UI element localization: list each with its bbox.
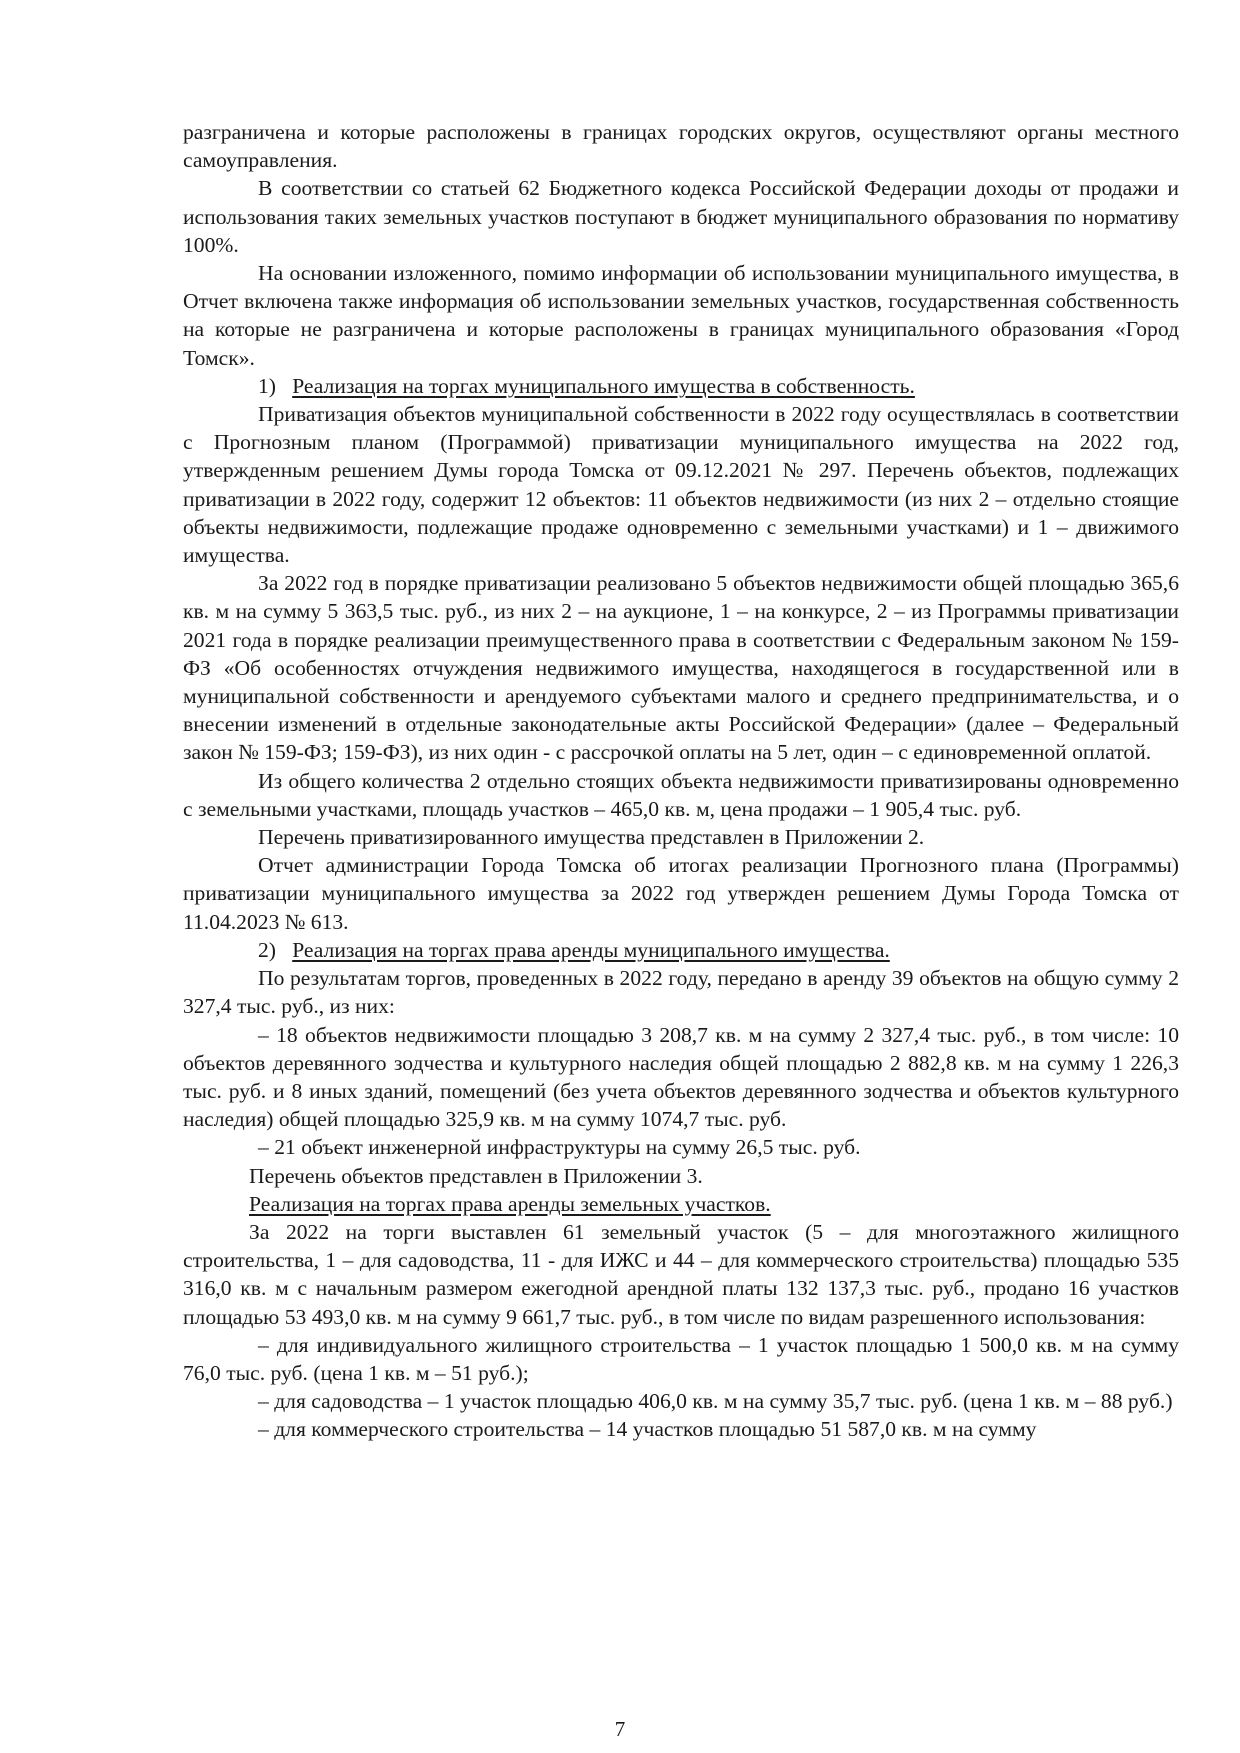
section-number: 1): [258, 373, 276, 398]
paragraph: На основании изложенного, помимо информации об использовании муниципального имущества, в Отчет включена также информация об использовании земельных участков, государственная собственность на которые не разграничена и которые расположены в границах муниципального образования «Город Томск».: [183, 261, 1179, 370]
section-heading-1: [183, 372, 1179, 400]
page-body: [183, 118, 1179, 1444]
subsection-heading: [183, 1190, 1179, 1218]
subsection-title: Реализация на торгах права аренды земельных участков.: [249, 1191, 771, 1216]
paragraph: Перечень объектов представлен в Приложении 3.: [249, 1163, 703, 1188]
paragraph: Перечень приватизированного имущества представлен в Приложении 2.: [258, 825, 925, 850]
list-item: – 18 объектов недвижимости площадью 3 208,7 кв. м на сумму 2 327,4 тыс. руб., в том числе: 10 объектов деревянного зодчества и культурного наследия общей площадью 2 882,8 кв. м на сумму 1 226,3 тыс. руб. и 8 иных зданий, помещений (без учета объектов деревянного зодчества и объектов культурного наследия) общей площадью 325,9 кв. м на сумму 1074,7 тыс. руб.: [183, 1022, 1179, 1132]
section-heading-2: [183, 936, 1179, 964]
paragraph: По результатам торгов, проведенных в 2022 году, передано в аренду 39 объектов на общую сумму 2 327,4 тыс. руб., из них:: [183, 966, 1179, 1019]
section-title: Реализация на торгах муниципального имущества в собственность.: [292, 373, 915, 398]
list-item: – 21 объект инженерной инфраструктуры на сумму 26,5 тыс. руб.: [258, 1135, 861, 1160]
paragraph: Приватизация объектов муниципальной собственности в 2022 году осуществлялась в соответствии с Прогнозным планом (Программой) приватизации муниципального имущества на 2022 год, утвержденным решением Думы города Томска от 09.12.2021 № 297. Перечень объектов, подлежащих приватизации в 2022 году, содержит 12 объектов: 11 объектов недвижимости (из них 2 – отдельно стоящие объекты недвижимости, подлежащие продаже одновременно с земельными участками) и 1 – движимого имущества.: [183, 402, 1179, 568]
paragraph: разграничена и которые расположены в границах городских округов, осуществляют органы местного самоуправления.: [183, 120, 1179, 173]
paragraph: Из общего количества 2 отдельно стоящих объекта недвижимости приватизированы одновременно с земельными участками, площадь участков – 465,0 кв. м, цена продажи – 1 905,4 тыс. руб.: [183, 768, 1179, 821]
paragraph: За 2022 на торги выставлен 61 земельный участок (5 – для многоэтажного жилищного строительства, 1 – для садоводства, 11 - для ИЖС и 44 – для коммерческого строительства) площадью 535 316,0 кв. м с начальным размером ежегодной арендной платы 132 137,3 тыс. руб., продано 16 участков площадью 53 493,0 кв. м на сумму 9 661,7 тыс. руб., в том числе по видам разрешенного использования:: [183, 1219, 1179, 1329]
paragraph: В соответствии со статьей 62 Бюджетного кодекса Российской Федерации доходы от продажи и использования таких земельных участков поступают в бюджет муниципального образования по нормативу 100%.: [183, 176, 1179, 257]
list-item: – для садоводства – 1 участок площадью 406,0 кв. м на сумму 35,7 тыс. руб. (цена 1 кв. м – 88 руб.): [258, 1389, 1173, 1414]
paragraph: Отчет администрации Города Томска об итогах реализации Прогнозного плана (Программы) приватизации муниципального имущества за 2022 год утвержден решением Думы Города Томска от 11.04.2023 № 613.: [183, 853, 1179, 934]
list-item: – для индивидуального жилищного строительства – 1 участок площадью 1 500,0 кв. м на сумму 76,0 тыс. руб. (цена 1 кв. м – 51 руб.);: [183, 1332, 1179, 1385]
list-item: – для коммерческого строительства – 14 участков площадью 51 587,0 кв. м на сумму: [258, 1417, 1037, 1442]
section-title: Реализация на торгах права аренды муниципального имущества.: [292, 937, 890, 962]
paragraph: За 2022 год в порядке приватизации реализовано 5 объектов недвижимости общей площадью 365,6 кв. м на сумму 5 363,5 тыс. руб., из них 2 – на аукционе, 1 – на конкурсе, 2 – из Программы приватизации 2021 года в порядке реализации преимущественного права в соответствии с Федеральным законом № 159-ФЗ «Об особенностях отчуждения недвижимого имущества, находящегося в государственной или в муниципальной собственности и арендуемого субъектами малого и среднего предпринимательства, и о внесении изменений в отдельные законодательные акты Российской Федерации» (далее – Федеральный закон № 159-ФЗ; 159-ФЗ), из них один - с рассрочкой оплаты на 5 лет, один – с единовременной оплатой.: [183, 571, 1179, 765]
section-number: 2): [258, 937, 276, 962]
page-number: 7: [614, 1717, 626, 1741]
